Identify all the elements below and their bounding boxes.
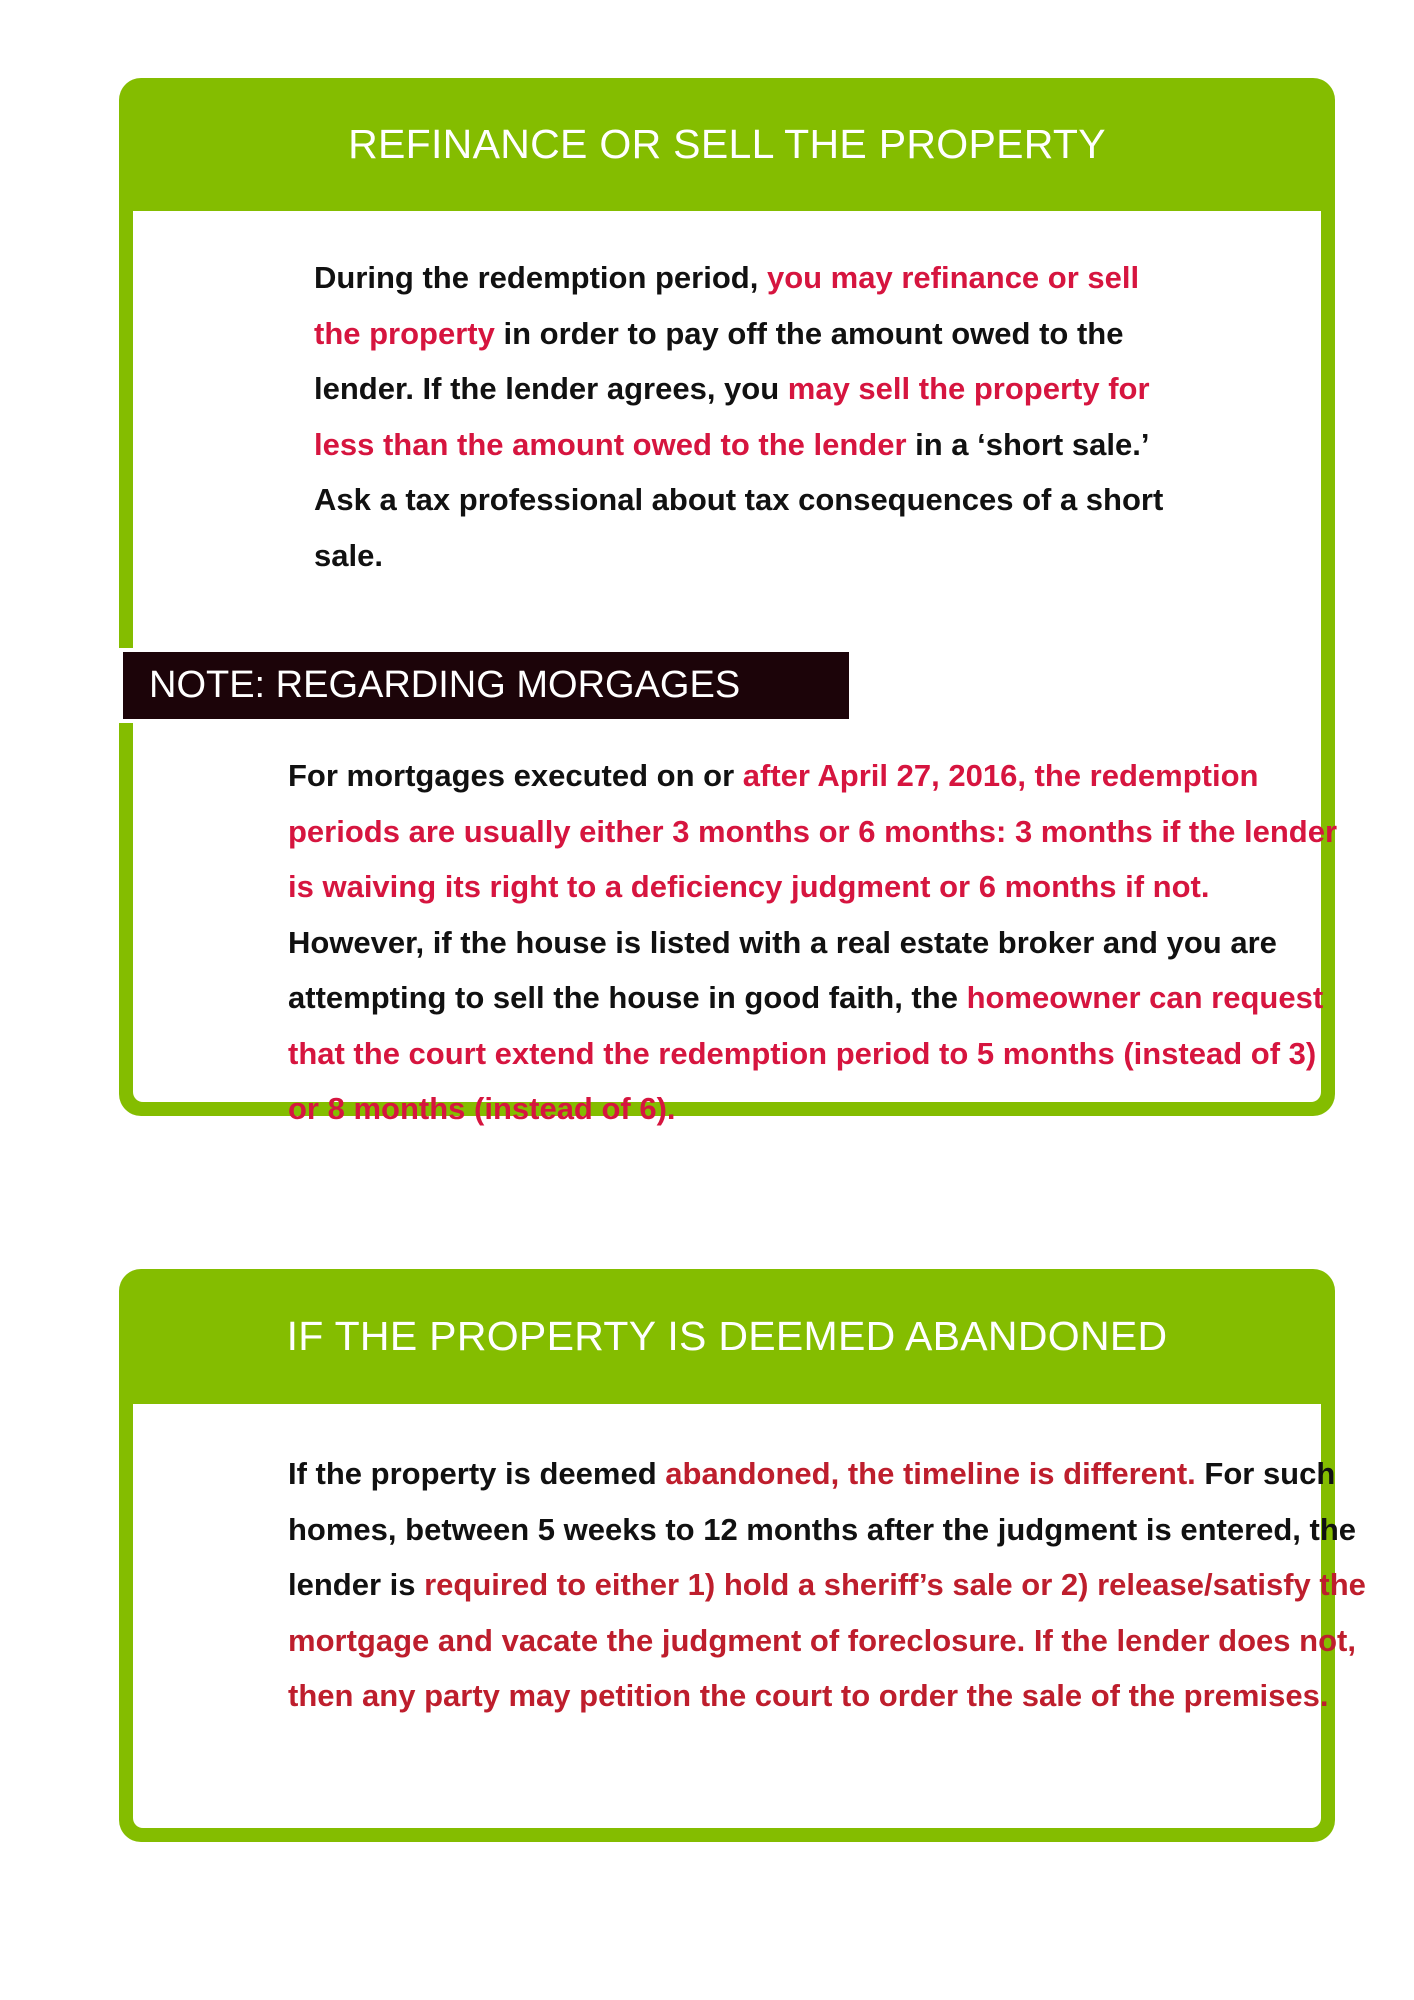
refinance-section-card bbox=[119, 78, 1338, 1126]
abandoned-section-card bbox=[119, 1269, 1366, 1842]
body-text: in order to pay off the amount owed to the lender. If the lender agrees, you bbox=[314, 315, 1124, 406]
abandoned-section-body bbox=[133, 1404, 1366, 1828]
abandoned-section-title: IF THE PROPERTY IS DEEMED ABANDONED bbox=[286, 1313, 1168, 1359]
body-text: For such homes, between 5 weeks to 12 months after the judgment is entered, the lender is bbox=[288, 1456, 1357, 1602]
highlighted-text: you may refinance or sell the property bbox=[314, 260, 1140, 351]
highlighted-text: homeowner can request that the court extend the redemption period to 5 months (instead of 3) or 8 months (instead of 6). bbox=[288, 980, 1324, 1126]
highlighted-text: required to either 1) hold a sheriff’s sale or 2) release/satisfy the mortgage and vacate the judgment of foreclosure. If the lender does not, then any party may petition the court to order the sale of the premises. bbox=[288, 1567, 1366, 1713]
body-text: However, if the house is listed with a real estate broker and you are attempting to sell the house in good faith, the bbox=[288, 924, 1277, 1015]
refinance-section-body bbox=[133, 211, 1338, 1126]
highlighted-text: abandoned, the timeline is different. bbox=[665, 1456, 1196, 1491]
abandoned-paragraph bbox=[288, 1446, 1388, 1724]
body-text: If the property is deemed bbox=[288, 1456, 666, 1491]
refinance-paragraph bbox=[314, 250, 1184, 583]
body-text: For mortgages executed on or bbox=[288, 758, 743, 793]
body-text: in a ‘short sale.’ Ask a tax professional about tax consequences of a short sale. bbox=[314, 426, 1164, 573]
highlighted-text: may sell the property for less than the amount owed to the lender bbox=[314, 371, 1150, 462]
mortgage-note-paragraph bbox=[288, 748, 1338, 1137]
body-text: During the redemption period, bbox=[314, 260, 767, 295]
refinance-section-title: REFINANCE OR SELL THE PROPERTY bbox=[348, 121, 1106, 167]
mortgage-note-banner: NOTE: REGARDING MORGAGES bbox=[119, 648, 853, 723]
highlighted-text: after April 27, 2016, the redemption periods are usually either 3 months or 6 months: 3 months if the lender is waiving its right to a deficiency judgment or 6 months if not. bbox=[288, 758, 1338, 904]
